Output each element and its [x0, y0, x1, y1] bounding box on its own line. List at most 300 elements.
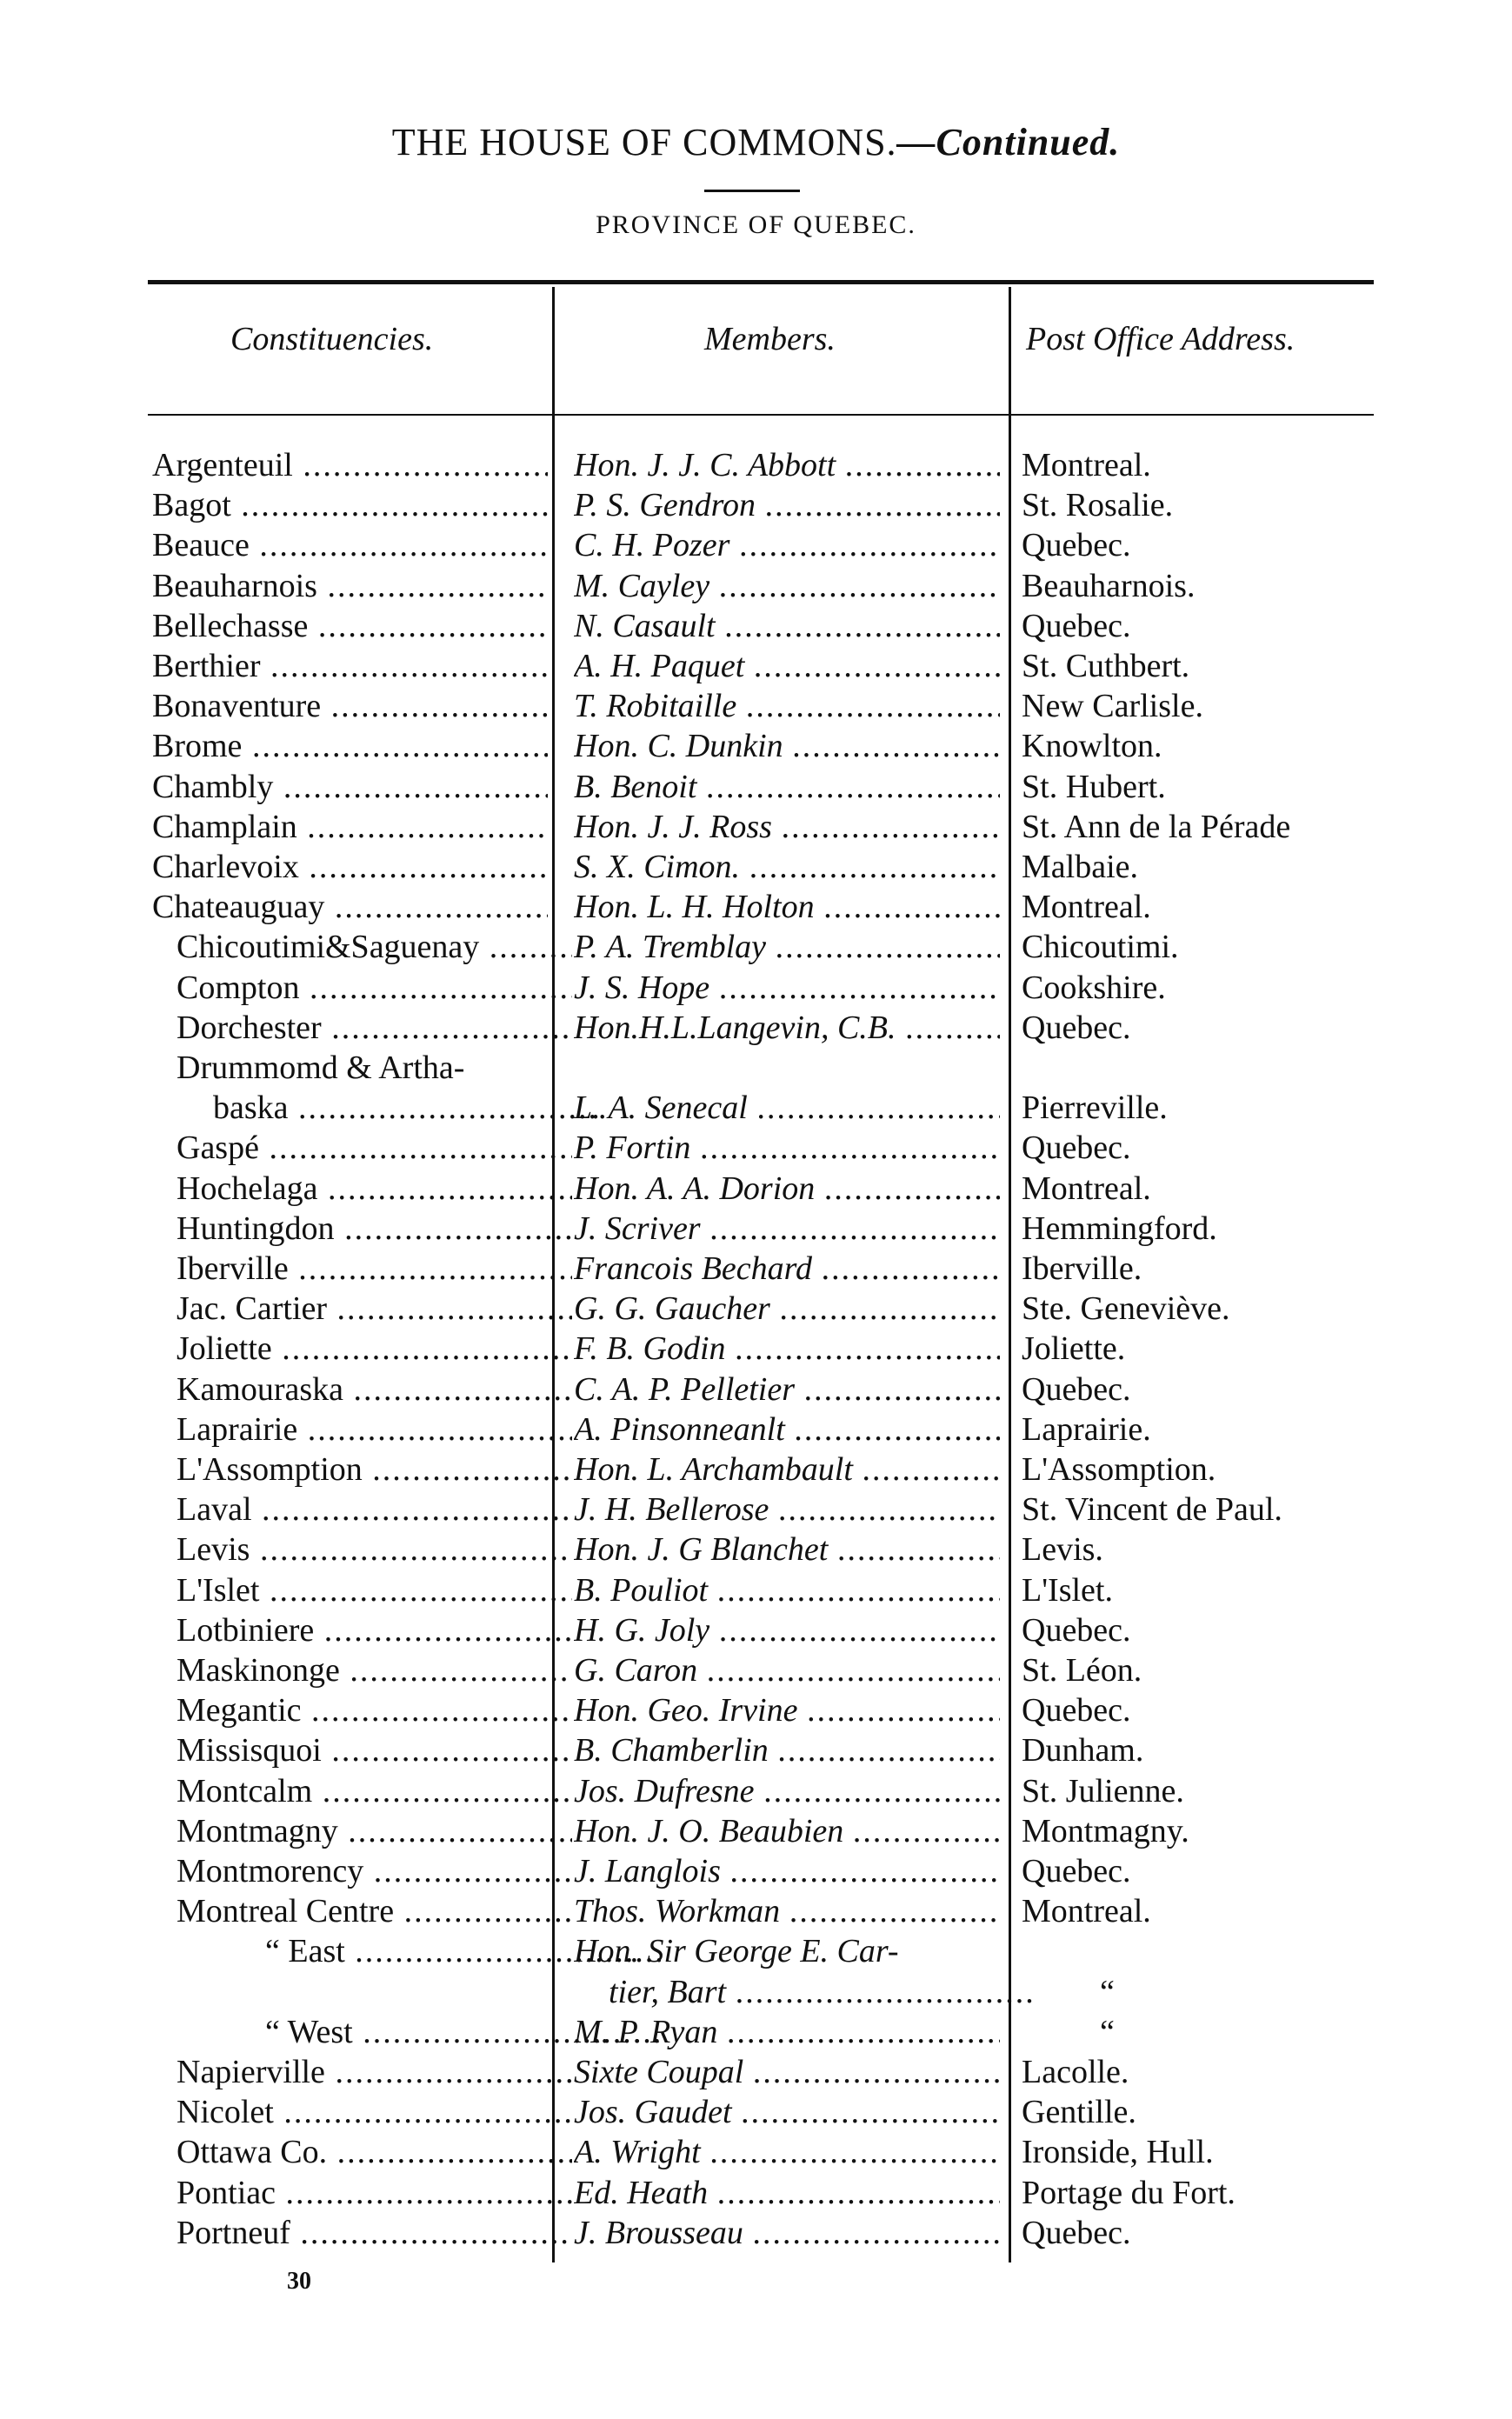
address-cell-text: Quebec. [1022, 1009, 1131, 1046]
table-row [0, 1169, 1512, 1209]
member-cell-text: N. Casault ..... [574, 606, 1000, 646]
member-cell-text: Hon. J. O. Beaubien ..... [574, 1811, 1000, 1851]
member-cell [574, 1730, 1000, 1770]
member-cell-text: P. Fortin ..... [574, 1128, 1000, 1168]
address-cell-text: Quebec. [1022, 607, 1131, 644]
address-cell [1022, 1570, 1387, 1610]
member-cell-text: H. G. Joly ..... [574, 1610, 1000, 1650]
member-cell [574, 927, 1000, 967]
constituency-cell [152, 525, 548, 565]
constituency-cell-text: Lotbiniere ..... [177, 1610, 572, 1650]
address-cell-text: St. Cuthbert. [1022, 648, 1190, 684]
table-row [0, 1289, 1512, 1329]
constituency-cell-text: Compton ..... [177, 968, 572, 1008]
member-cell [574, 445, 1000, 485]
constituency-cell-text: Missisquoi ..... [177, 1730, 572, 1770]
member-cell-text: J. S. Hope ..... [574, 968, 1000, 1008]
member-cell [574, 1249, 1000, 1289]
table-row [0, 887, 1512, 927]
table-row [0, 1329, 1512, 1369]
table-row [0, 1409, 1512, 1449]
table-row [0, 1931, 1512, 1971]
address-cell-text: Laprairie. [1022, 1410, 1151, 1448]
address-cell [1022, 2173, 1387, 2213]
address-cell-text: New Carlisle. [1022, 688, 1203, 725]
constituency-cell [152, 2132, 572, 2172]
member-cell [574, 1972, 1035, 2012]
table-row [0, 1048, 1512, 1088]
address-cell-text: Knowlton. [1022, 728, 1162, 765]
table-row [0, 606, 1512, 646]
member-cell-text: A. H. Paquet ..... [574, 646, 1000, 686]
address-cell-text: Quebec. [1022, 1611, 1131, 1649]
member-cell-text: B. Pouliot ..... [574, 1570, 1000, 1610]
address-cell-text: Beauharnois. [1022, 567, 1196, 604]
constituency-cell [152, 847, 548, 887]
table-row [0, 2052, 1512, 2092]
constituency-cell-text: Hochelaga ..... [177, 1169, 572, 1209]
member-cell-text: B. Chamberlin ..... [574, 1730, 1000, 1770]
constituency-cell-text: Berthier ..... [152, 646, 548, 686]
member-cell [574, 485, 1000, 525]
constituency-cell-text: Pontiac ..... [177, 2173, 572, 2213]
member-cell-text: Francois Bechard ..... [574, 1249, 1000, 1289]
address-cell-text: L'Assomption. [1022, 1451, 1216, 1488]
address-cell [1022, 566, 1387, 606]
member-cell [574, 1771, 1000, 1811]
constituency-cell [152, 1610, 572, 1650]
address-cell [1022, 1529, 1387, 1569]
address-cell-text: Quebec. [1022, 2214, 1131, 2251]
address-cell-text: St. Ann de la Pérade [1022, 808, 1291, 845]
page-title [0, 120, 1512, 164]
constituency-cell-text: Montmagny ..... [177, 1811, 572, 1851]
constituency-cell [152, 686, 548, 726]
address-cell-text: St. Léon. [1022, 1652, 1142, 1689]
constituency-cell [152, 1169, 572, 1209]
constituency-cell-text: Portneuf ..... [177, 2213, 572, 2253]
constituency-cell [152, 1891, 572, 1931]
constituency-cell [152, 726, 548, 766]
address-cell-text: Pierreville. [1022, 1090, 1168, 1127]
table-row [0, 686, 1512, 726]
address-cell-text: Ironside, Hull. [1022, 2134, 1214, 2171]
constituency-cell [152, 1650, 572, 1690]
table-row [0, 1610, 1512, 1650]
member-cell [574, 1369, 1000, 1409]
address-cell [1022, 968, 1387, 1008]
constituency-cell-text: Beauharnois ..... [152, 566, 548, 606]
table-row [0, 1449, 1512, 1489]
table-row [0, 1730, 1512, 1770]
member-cell-text: J. Langlois ..... [574, 1851, 1000, 1891]
constituency-cell [152, 646, 548, 686]
table-row [0, 1489, 1512, 1529]
member-cell-text: Thos. Workman ..... [574, 1891, 1000, 1931]
member-cell-text: G. Caron ..... [574, 1650, 1000, 1690]
table-row [0, 927, 1512, 967]
address-cell [1022, 2012, 1465, 2052]
member-cell-text: L. A. Senecal ..... [574, 1088, 1000, 1128]
constituency-cell [152, 887, 548, 927]
table-row [0, 1529, 1512, 1569]
table-row [0, 847, 1512, 887]
address-cell-text: St. Rosalie. [1022, 487, 1174, 524]
table-row [0, 807, 1512, 847]
address-cell-text: “ [1100, 2013, 1115, 2050]
table-row [0, 1771, 1512, 1811]
constituency-cell [152, 1249, 572, 1289]
constituency-cell [152, 968, 572, 1008]
constituency-cell [152, 606, 548, 646]
constituency-cell-text: “ East ..... [265, 1931, 661, 1971]
address-cell [1022, 445, 1387, 485]
member-cell-text: J. H. Bellerose ..... [574, 1489, 1000, 1529]
member-cell-text: A. Wright ..... [574, 2132, 1000, 2172]
table-row [0, 566, 1512, 606]
address-cell-text: Dunham. [1022, 1732, 1144, 1769]
table-row [0, 1570, 1512, 1610]
member-cell-text: A. Pinsonneanlt ..... [574, 1409, 1000, 1449]
table-row [0, 2173, 1512, 2213]
member-cell-text: J. Brousseau ..... [574, 2213, 1000, 2253]
address-cell [1022, 1449, 1387, 1489]
member-cell-text: Jos. Gaudet ..... [574, 2092, 1000, 2132]
address-cell [1022, 1811, 1387, 1851]
table-row [0, 1851, 1512, 1891]
constituency-cell [152, 1489, 572, 1529]
address-cell [1022, 1128, 1387, 1168]
constituency-cell [152, 445, 548, 485]
constituency-cell [152, 1529, 572, 1569]
header-post-office-address: Post Office Address. [1026, 321, 1296, 357]
constituency-cell [152, 1730, 572, 1770]
member-cell-text: Sixte Coupal ..... [574, 2052, 1000, 2092]
member-cell [574, 1610, 1000, 1650]
constituency-cell [152, 485, 548, 525]
table-row [0, 1811, 1512, 1851]
member-cell [574, 1088, 1000, 1128]
member-cell-text: Ed. Heath ..... [574, 2173, 1000, 2213]
constituency-cell [152, 1289, 572, 1329]
constituency-cell [152, 1771, 572, 1811]
member-cell [574, 1650, 1000, 1690]
constituency-cell [152, 1570, 572, 1610]
constituency-cell-text: Laval ..... [177, 1489, 572, 1529]
member-cell-text: Hon. L. H. Holton ..... [574, 887, 1000, 927]
address-cell [1022, 525, 1387, 565]
member-cell [574, 1209, 1000, 1249]
constituency-cell-text: Iberville ..... [177, 1249, 572, 1289]
address-cell [1022, 2052, 1387, 2092]
constituency-cell-text: Argenteuil ..... [152, 445, 548, 485]
member-cell-text: Hon. Geo. Irvine ..... [574, 1690, 1000, 1730]
table-row [0, 1128, 1512, 1168]
constituency-cell-text: Ottawa Co. ..... [177, 2132, 572, 2172]
table-row [0, 646, 1512, 686]
table-row [0, 2012, 1512, 2052]
member-cell [574, 2173, 1000, 2213]
constituency-cell [152, 927, 572, 967]
address-cell-text: Quebec. [1022, 1692, 1131, 1729]
member-cell [574, 887, 1000, 927]
constituency-cell-text: Montreal Centre ..... [177, 1891, 572, 1931]
member-cell-text: C. A. P. Pelletier ..... [574, 1369, 1000, 1409]
table-row [0, 1369, 1512, 1409]
address-cell [1022, 927, 1387, 967]
member-cell [574, 1128, 1000, 1168]
constituency-cell [152, 1088, 609, 1128]
table-row [0, 767, 1512, 807]
constituency-cell-text: Jac. Cartier ..... [177, 1289, 572, 1329]
table-row [0, 485, 1512, 525]
member-cell [574, 1409, 1000, 1449]
address-cell [1022, 1730, 1387, 1770]
constituency-cell [152, 1329, 572, 1369]
address-cell-text: L'Islet. [1022, 1571, 1113, 1609]
address-cell-text: Montmagny. [1022, 1812, 1189, 1849]
constituency-cell [152, 1449, 572, 1489]
address-cell [1022, 1690, 1387, 1730]
member-cell-text: Hon. C. Dunkin ..... [574, 726, 1000, 766]
member-cell [574, 1811, 1000, 1851]
member-cell [574, 847, 1000, 887]
address-cell-text: “ [1100, 1973, 1115, 2010]
constituency-cell-text: Drummomd & Artha- [177, 1050, 465, 1086]
address-cell [1022, 1249, 1387, 1289]
member-cell-text: P. A. Tremblay ..... [574, 927, 1000, 967]
address-cell [1022, 1289, 1387, 1329]
header-constituencies: Constituencies. [230, 321, 434, 357]
address-cell [1022, 1169, 1387, 1209]
table-header-rule [148, 414, 1374, 416]
member-cell [574, 606, 1000, 646]
member-cell [574, 525, 1000, 565]
table-row [0, 1008, 1512, 1048]
member-cell-text: Jos. Dufresne ..... [574, 1771, 1000, 1811]
constituency-cell-text: Kamouraska ..... [177, 1369, 572, 1409]
constituency-cell-text: Champlain ..... [152, 807, 548, 847]
member-cell-text: Hon. J. J. Ross ..... [574, 807, 1000, 847]
constituency-cell [152, 1690, 572, 1730]
constituency-cell [152, 1851, 572, 1891]
member-cell-text: Hon. L. Archambault ..... [574, 1449, 1000, 1489]
address-cell [1022, 1409, 1387, 1449]
constituency-cell-text: Beauce ..... [152, 525, 548, 565]
table-row [0, 2213, 1512, 2253]
constituency-cell [152, 767, 548, 807]
address-cell [1022, 1771, 1387, 1811]
member-cell [574, 1891, 1000, 1931]
constituency-cell-text: Maskinonge ..... [177, 1650, 572, 1690]
member-cell-text: F. B. Godin ..... [574, 1329, 1000, 1369]
constituency-cell-text: Laprairie ..... [177, 1409, 572, 1449]
address-cell [1022, 1891, 1387, 1931]
constituency-cell-text: Chateauguay ..... [152, 887, 548, 927]
member-cell-text: Hon.H.L.Langevin, C.B. ..... [574, 1008, 1000, 1048]
constituency-cell-text: Dorchester ..... [177, 1008, 572, 1048]
constituency-cell-text: Chambly ..... [152, 767, 548, 807]
address-cell-text: St. Julienne. [1022, 1772, 1184, 1809]
constituency-cell-text: Brome ..... [152, 726, 548, 766]
address-cell-text: Iberville. [1022, 1250, 1142, 1287]
address-cell [1022, 485, 1387, 525]
member-cell [574, 1570, 1000, 1610]
address-cell [1022, 767, 1387, 807]
member-cell [574, 1169, 1000, 1209]
member-cell [574, 686, 1000, 726]
table-row [0, 1209, 1512, 1249]
table-row [0, 726, 1512, 766]
table-row [0, 2092, 1512, 2132]
member-cell [574, 968, 1000, 1008]
member-cell-text: Hon. J. J. C. Abbott ..... [574, 445, 1000, 485]
member-cell-text: P. S. Gendron ..... [574, 485, 1000, 525]
table-row [0, 1972, 1512, 2012]
address-cell-text: Ste. Geneviève. [1022, 1290, 1230, 1328]
constituency-cell-text: Napierville ..... [177, 2052, 572, 2092]
member-cell-text: Hon. A. A. Dorion ..... [574, 1169, 1000, 1209]
constituency-cell [152, 2213, 572, 2253]
table-row [0, 1690, 1512, 1730]
member-cell-text: B. Benoit ..... [574, 767, 1000, 807]
member-cell-text: M. P. Ryan ..... [574, 2012, 1000, 2052]
constituency-cell-text: L'Islet ..... [177, 1570, 572, 1610]
constituency-cell [152, 1048, 572, 1088]
constituency-cell [152, 1409, 572, 1449]
constituency-cell-text: Huntingdon ..... [177, 1209, 572, 1249]
address-cell-text: Montreal. [1022, 889, 1151, 926]
address-cell-text: St. Vincent de Paul. [1022, 1491, 1282, 1529]
constituency-cell-text: Levis ..... [177, 1529, 572, 1569]
table-row [0, 1650, 1512, 1690]
member-cell [574, 2213, 1000, 2253]
member-cell-text: tier, Bart ..... [609, 1972, 1035, 2012]
constituency-cell-text: Charlevoix ..... [152, 847, 548, 887]
constituency-cell-text: “ West ..... [265, 2012, 661, 2052]
title-underline [704, 190, 800, 192]
constituency-cell-text: Nicolet ..... [177, 2092, 572, 2132]
address-cell-text: Quebec. [1022, 527, 1131, 564]
address-cell [1022, 2213, 1387, 2253]
constituency-cell-text: Montcalm ..... [177, 1771, 572, 1811]
member-cell [574, 2132, 1000, 2172]
address-cell [1022, 1209, 1387, 1249]
page-number: 30 [287, 2268, 311, 2295]
constituency-cell [152, 566, 548, 606]
address-cell [1022, 686, 1387, 726]
member-cell-text: S. X. Cimon. ..... [574, 847, 1000, 887]
address-cell [1022, 1610, 1387, 1650]
member-cell [574, 2092, 1000, 2132]
address-cell [1022, 1851, 1387, 1891]
member-cell [574, 1489, 1000, 1529]
constituency-cell-text: Gaspé ..... [177, 1128, 572, 1168]
address-cell-text: Cookshire. [1022, 969, 1166, 1006]
member-cell [574, 1931, 1000, 1971]
constituency-cell [152, 2052, 572, 2092]
address-cell-text: Gentille. [1022, 2094, 1136, 2131]
constituency-cell-text: Joliette ..... [177, 1329, 572, 1369]
member-cell [574, 2012, 1000, 2052]
address-cell-text: St. Hubert. [1022, 768, 1166, 805]
address-cell [1022, 1972, 1465, 2012]
member-cell [574, 807, 1000, 847]
table-row [0, 445, 1512, 485]
address-cell-text: Hemmingford. [1022, 1210, 1217, 1247]
page-title-continued: —Continued. [896, 121, 1121, 163]
member-cell [574, 1008, 1000, 1048]
constituency-cell-text: Montmorency ..... [177, 1851, 572, 1891]
address-cell [1022, 1088, 1387, 1128]
address-cell-text: Montreal. [1022, 1893, 1151, 1930]
member-cell-text: C. H. Pozer ..... [574, 525, 1000, 565]
table-row [0, 525, 1512, 565]
address-cell-text: Montreal. [1022, 447, 1151, 483]
table-row [0, 2132, 1512, 2172]
member-cell-text: G. G. Gaucher ..... [574, 1289, 1000, 1329]
member-cell [574, 1851, 1000, 1891]
member-cell [574, 1690, 1000, 1730]
member-cell-text: Hon. J. G Blanchet ..... [574, 1529, 1000, 1569]
address-cell [1022, 726, 1387, 766]
address-cell [1022, 2132, 1387, 2172]
address-cell [1022, 1008, 1387, 1048]
address-cell-text: Lacolle. [1022, 2054, 1129, 2090]
constituency-cell-text: Bonaventure ..... [152, 686, 548, 726]
address-cell-text: Malbaie. [1022, 849, 1139, 885]
member-cell [574, 566, 1000, 606]
table-row [0, 1249, 1512, 1289]
constituency-cell [152, 807, 548, 847]
constituency-cell-text: Chicoutimi&Saguenay ..... [177, 927, 572, 967]
constituency-cell [152, 1209, 572, 1249]
table-row [0, 1088, 1512, 1128]
address-cell [1022, 887, 1387, 927]
constituency-cell-text: Bellechasse ..... [152, 606, 548, 646]
address-cell [1022, 807, 1387, 847]
constituency-cell-text: Bagot ..... [152, 485, 548, 525]
constituency-cell [152, 2173, 572, 2213]
member-cell [574, 1529, 1000, 1569]
table-top-rule [148, 280, 1374, 284]
page-title-main: THE HOUSE OF COMMONS. [391, 121, 897, 163]
table-row [0, 1891, 1512, 1931]
member-cell-text: J. Scriver ..... [574, 1209, 1000, 1249]
member-cell-text: T. Robitaille ..... [574, 686, 1000, 726]
address-cell-text: Chicoutimi. [1022, 929, 1179, 966]
member-cell-text: M. Cayley ..... [574, 566, 1000, 606]
address-cell-text: Montreal. [1022, 1170, 1151, 1207]
address-cell-text: Levis. [1022, 1531, 1103, 1569]
member-cell-text: Hon. Sir George E. Car- [574, 1933, 899, 1970]
address-cell [1022, 847, 1387, 887]
constituency-cell-text: Megantic ..... [177, 1690, 572, 1730]
member-cell [574, 726, 1000, 766]
address-cell [1022, 1329, 1387, 1369]
member-cell [574, 767, 1000, 807]
table-row [0, 968, 1512, 1008]
address-cell [1022, 1489, 1387, 1529]
member-cell [574, 2052, 1000, 2092]
address-cell [1022, 606, 1387, 646]
address-cell-text: Quebec. [1022, 1370, 1131, 1408]
address-cell [1022, 2092, 1387, 2132]
address-cell-text: Portage du Fort. [1022, 2174, 1236, 2211]
member-cell [574, 646, 1000, 686]
address-cell-text: Quebec. [1022, 1853, 1131, 1889]
header-members: Members. [704, 321, 836, 357]
